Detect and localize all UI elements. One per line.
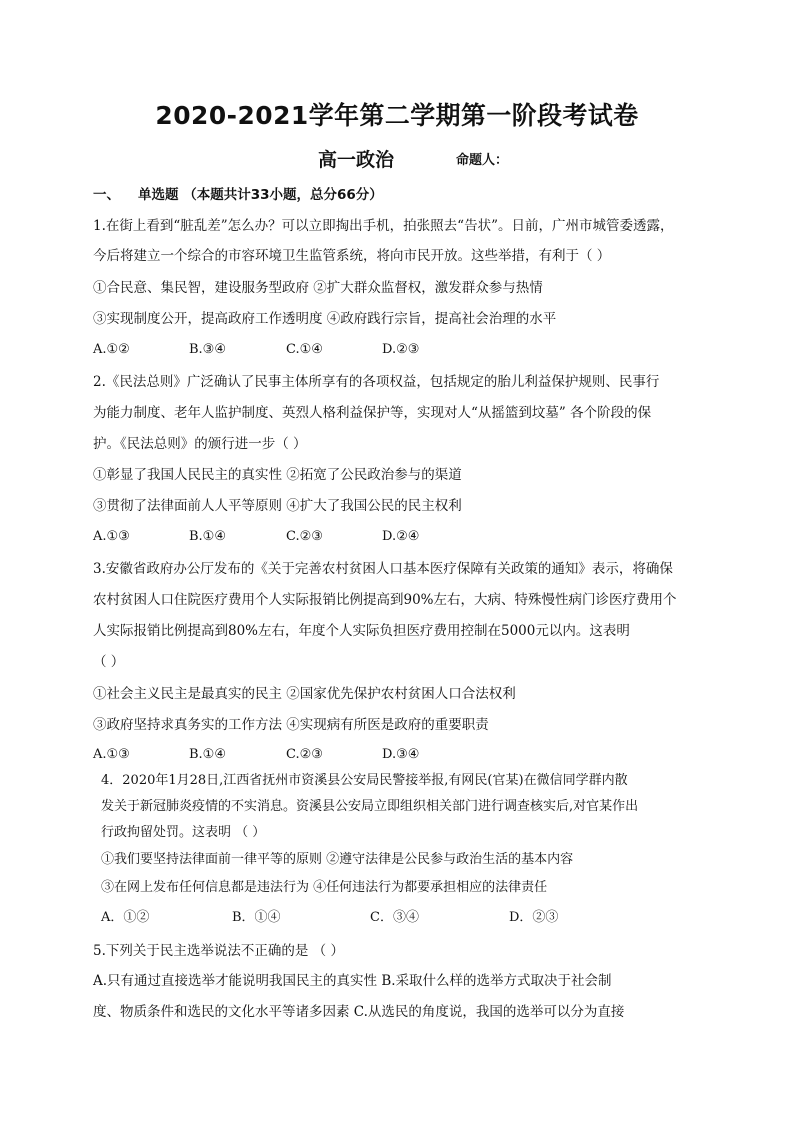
option-a: A．①② [101, 910, 150, 925]
option-d: D.②③ [382, 342, 420, 357]
option-c: C.②③ [286, 747, 323, 762]
option-c: C.①④ [286, 342, 323, 357]
section-heading [93, 183, 383, 203]
exam-subtitle [0, 145, 794, 171]
option-b: B．①④ [232, 910, 281, 925]
question-line: 4．2020年1月28日,江西省抚州市资溪县公安局民警接举报,有网民(官某)在微信同学群内散 [101, 773, 628, 788]
subject-name: 高一政治 [318, 149, 395, 171]
section-title: 单选题 （本题共计33小题，总分66分） [138, 187, 383, 203]
question-line: （ ） [93, 654, 125, 670]
question-statement: ①我们要坚持法律面前一律平等的原则 ②遵守法律是公民参与政治生活的基本内容 [101, 852, 574, 867]
question-line: 5.下列关于民主选举说法不正确的是 （ ） [93, 943, 344, 959]
question-line: 发关于新冠肺炎疫情的不实消息。资溪县公安局立即组织相关部门进行调查核实后,对官某作出 [101, 799, 639, 814]
exam-title: 2020-2021学年第二学期第一阶段考试卷 [155, 101, 639, 130]
option-d: D.②④ [382, 529, 420, 544]
section-number: 一、 [93, 187, 120, 203]
question-line: 农村贫困人口住院医疗费用个人实际报销比例提高到90%左右，大病、特殊慢性病门诊医疗费用个 [93, 592, 677, 608]
question-line: 行政拘留处罚。这表明 （ ） [101, 825, 266, 840]
option-b: B.①④ [189, 747, 226, 762]
option-d: D.③④ [382, 747, 420, 762]
option-c: C.②③ [286, 529, 323, 544]
question-line: 今后将建立一个综合的市容环境卫生监管系统，将向市民开放。这些举措，有利于（ ） [93, 248, 611, 264]
question-line: 3.安徽省政府办公厅发布的《关于完善农村贫困人口基本医疗保障有关政策的通知》表示，将确保 [93, 561, 673, 577]
question-line: 人实际报销比例提高到80%左右，年度个人实际负担医疗费用控制在5000元以内。这表明 [93, 623, 630, 639]
question-line: 度、物质条件和选民的文化水平等诸多因素 C.从选民的角度说，我国的选举可以分为直接 [93, 1004, 625, 1020]
option-b: B.①④ [189, 529, 226, 544]
question-statement: ①彰显了我国人民民主的真实性 ②拓宽了公民政治参与的渠道 [93, 467, 462, 483]
question-line: 护。《民法总则》的颁行进一步（ ） [93, 436, 307, 452]
author-label: 命题人： [456, 153, 509, 168]
option-c: C．③④ [370, 910, 419, 925]
option-a: A.①② [93, 342, 130, 357]
question-statement: ③实现制度公开，提高政府工作透明度 ④政府践行宗旨，提高社会治理的水平 [93, 311, 557, 327]
question-line: 1.在街上看到“脏乱差”怎么办？可以立即掏出手机，拍张照去“告状”。日前，广州市城管委透露， [93, 218, 674, 234]
option-b: B.③④ [189, 342, 226, 357]
question-statement: ③贯彻了法律面前人人平等原则 ④扩大了我国公民的民主权利 [93, 498, 462, 514]
question-statement: ③在网上发布任何信息都是违法行为 ④任何违法行为都要承担相应的法律责任 [101, 880, 548, 895]
option-a: A.①③ [93, 747, 130, 762]
question-line: 为能力制度、老年人监护制度、英烈人格利益保护等，实现对人“从摇篮到坟墓” 各个阶段的保 [93, 405, 652, 421]
question-statement: ③政府坚持求真务实的工作方法 ④实现病有所医是政府的重要职责 [93, 717, 489, 733]
option-d: D．②③ [509, 910, 559, 925]
question-line: 2.《民法总则》广泛确认了民事主体所享有的各项权益，包括规定的胎儿利益保护规则、民事行 [93, 374, 660, 390]
question-statement: ①合民意、集民智，建设服务型政府 ②扩大群众监督权，激发群众参与热情 [93, 280, 543, 296]
question-statement: ①社会主义民主是最真实的民主 ②国家优先保护农村贫困人口合法权利 [93, 686, 516, 702]
option-a: A.①③ [93, 529, 130, 544]
question-line: A.只有通过直接选举才能说明我国民主的真实性 B.采取什么样的选举方式取决于社会制 [93, 973, 612, 989]
